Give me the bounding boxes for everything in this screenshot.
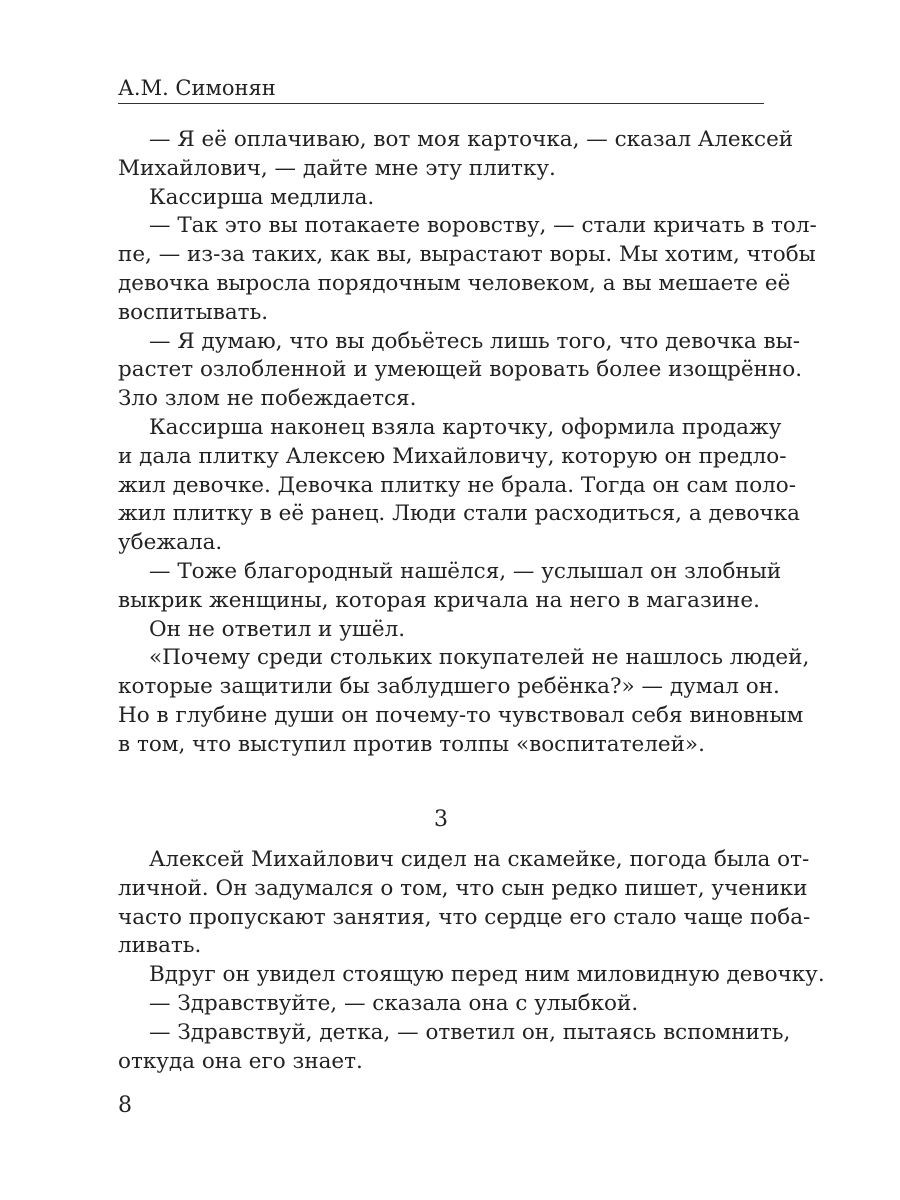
text-line: часто пропускают занятия, что сердце его стало чаще поба- bbox=[118, 904, 811, 930]
text-line: — Я думаю, что вы добьётесь лишь того, что девочка вы- bbox=[149, 328, 800, 354]
text-line: откуда она его знает. bbox=[118, 1048, 363, 1074]
text-line: убежала. bbox=[118, 530, 223, 556]
text-line: девочка выросла порядочным человеком, а вы мешаете её bbox=[118, 270, 791, 296]
text-line: в том, что выступил против толпы «воспитателей». bbox=[118, 731, 705, 757]
text-line: ливать. bbox=[118, 933, 202, 959]
text-line: и дала плитку Алексею Михайловичу, которую он предло- bbox=[118, 443, 787, 469]
text-line: Но в глубине души он почему-то чувствовал себя виновным bbox=[118, 702, 804, 728]
text-line: «Почему среди стольких покупателей не нашлось людей, bbox=[149, 645, 810, 671]
author-name: А.М. Симонян bbox=[118, 76, 276, 100]
text-line: пе, — из-за таких, как вы, вырастают воры. Мы хотим, чтобы bbox=[118, 242, 816, 268]
text-line: — Так это вы потакаете воровству, — стали кричать в тол- bbox=[149, 213, 817, 239]
text-line: растет озлобленной и умеющей воровать более изощрённо. bbox=[118, 357, 803, 383]
text-line: личной. Он задумался о том, что сын редко пишет, ученики bbox=[118, 875, 808, 901]
text-line: которые защитили бы заблудшего ребёнка?» — думал он. bbox=[118, 674, 780, 700]
running-head bbox=[118, 76, 764, 104]
chapter-number: 3 bbox=[434, 807, 448, 832]
text-line: Зло злом не побеждается. bbox=[118, 386, 417, 412]
text-line: жил плитку в её ранец. Люди стали расходиться, а девочка bbox=[118, 501, 800, 527]
text-line: Вдруг он увидел стоящую перед ним миловидную девочку. bbox=[149, 962, 825, 988]
text-line: — Тоже благородный нашёлся, — услышал он злобный bbox=[149, 558, 782, 584]
text-section-1 bbox=[118, 126, 817, 760]
text-line: жил девочке. Девочка плитку не брала. Тогда он сам поло- bbox=[118, 472, 797, 498]
text-section-2 bbox=[118, 846, 825, 1076]
text-line: — Здравствуй, детка, — ответил он, пытаясь вспомнить, bbox=[149, 1019, 791, 1045]
text-line: Он не ответил и ушёл. bbox=[149, 616, 406, 642]
text-line: выкрик женщины, которая кричала на него в магазине. bbox=[118, 587, 760, 613]
text-line: Кассирша наконец взяла карточку, оформила продажу bbox=[149, 414, 782, 440]
text-line: — Я её оплачиваю, вот моя карточка, — сказал Алексей bbox=[149, 127, 794, 152]
page-number: 8 bbox=[118, 1093, 132, 1118]
text-line: Алексей Михайлович сидел на скамейке, погода была от- bbox=[149, 847, 810, 872]
text-line: Михайлович, — дайте мне эту плитку. bbox=[118, 155, 556, 181]
text-line: Кассирша медлила. bbox=[149, 184, 375, 210]
text-line: воспитывать. bbox=[118, 299, 269, 325]
text-line: — Здравствуйте, — сказала она с улыбкой. bbox=[149, 990, 639, 1016]
